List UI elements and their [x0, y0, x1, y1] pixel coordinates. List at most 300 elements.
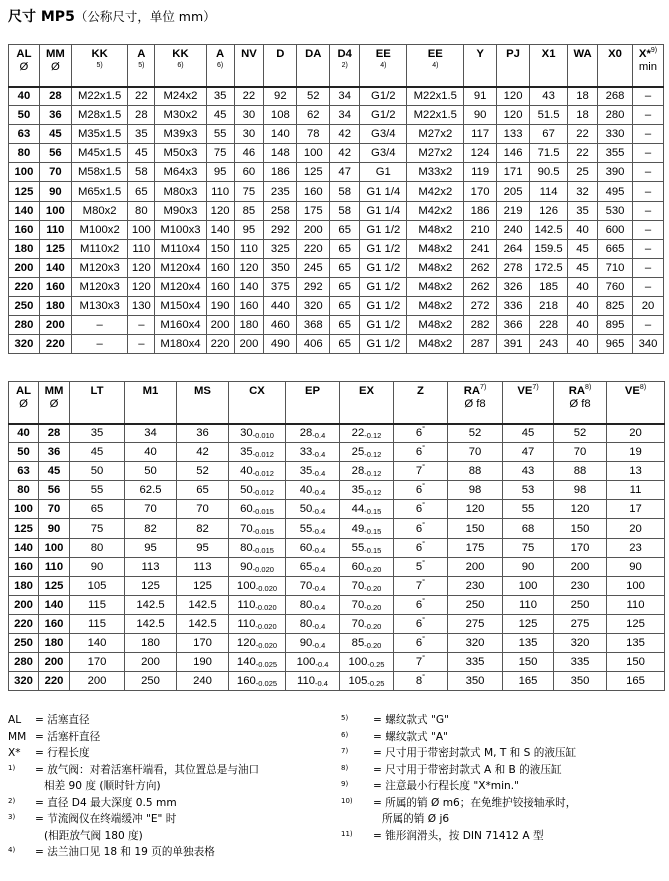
- table-cell: [340, 424, 394, 443]
- page-title: [8, 6, 216, 26]
- table-cell: G1/2: [360, 106, 407, 125]
- table-cell: 120: [128, 258, 155, 277]
- table-cell: M48x2: [407, 258, 464, 277]
- column-header-label: MM: [45, 48, 65, 60]
- tolerance-value: -0.4: [315, 660, 329, 670]
- legend-note-text: = 活塞杆直径: [35, 730, 101, 743]
- table-cell: 280: [9, 316, 40, 335]
- table-cell: 70: [554, 443, 607, 462]
- column-header-footnote: 8): [585, 384, 592, 392]
- table-cell: 13: [607, 462, 665, 481]
- table-cell: 230: [554, 576, 607, 595]
- nominal-value: 70: [240, 522, 253, 535]
- table-cell: 52: [177, 462, 229, 481]
- column-header-footnote: 2): [341, 62, 348, 69]
- table-cell: M48x2: [407, 297, 464, 316]
- column-header: [530, 45, 568, 87]
- nominal-value: 22: [351, 427, 365, 440]
- table-cell: 965: [597, 335, 632, 354]
- column-header-label: WA: [573, 48, 592, 60]
- table-cell: [394, 672, 448, 691]
- column-header: [360, 45, 407, 87]
- table-cell: 325: [264, 239, 297, 258]
- column-header-label: NV: [241, 48, 257, 60]
- table-cell: M64x3: [155, 163, 206, 182]
- tolerance-value: -0.20: [364, 602, 382, 612]
- column-header-label: RA: [463, 385, 481, 397]
- table-cell: [340, 462, 394, 481]
- table-cell: M45x1.5: [71, 144, 128, 163]
- table-cell: M120x4: [155, 258, 206, 277]
- table-cell: 335: [554, 653, 607, 672]
- degree-symbol: °: [422, 577, 426, 587]
- dimension-table-1: [8, 44, 664, 354]
- table-cell: 336: [497, 297, 530, 316]
- column-header-label: RA: [568, 385, 586, 397]
- table-cell: 80: [9, 481, 39, 500]
- table-cell: 219: [497, 201, 530, 220]
- table-cell: [394, 481, 448, 500]
- table-cell: 71.5: [530, 144, 568, 163]
- column-header-label: AL: [15, 385, 32, 397]
- column-header: [9, 382, 39, 424]
- table-cell: 100: [9, 163, 40, 182]
- table-cell: 406: [297, 335, 330, 354]
- legend-note-key: 10): [341, 796, 353, 805]
- table-cell: 32: [568, 182, 598, 201]
- table-cell: [286, 614, 340, 633]
- angle-value: 6: [415, 503, 423, 516]
- legend-note-key: 2): [8, 796, 16, 805]
- table-cell: 18: [568, 87, 598, 106]
- table-cell: 140: [264, 125, 297, 144]
- table-cell: 40: [568, 220, 598, 239]
- table-cell: [286, 653, 340, 672]
- degree-symbol: °: [422, 653, 426, 663]
- table-cell: 42: [330, 144, 360, 163]
- table-cell: M120x4: [155, 277, 206, 296]
- tolerance-value: -0.4: [312, 545, 326, 555]
- table-cell: 160: [9, 220, 40, 239]
- legend-note-key: MM: [8, 730, 27, 743]
- tolerance-value: -0.4: [312, 564, 326, 574]
- table-row: [9, 443, 665, 462]
- table-cell: 228: [530, 316, 568, 335]
- angle-value: 6: [415, 541, 423, 554]
- table-row: [9, 297, 664, 316]
- table-cell: 391: [497, 335, 530, 354]
- legend-notes-left: [8, 712, 338, 861]
- table-cell: 148: [264, 144, 297, 163]
- nominal-value: 35: [240, 446, 253, 459]
- table-cell: 85: [234, 201, 264, 220]
- table-cell: M100x2: [71, 220, 128, 239]
- table-cell: 45: [503, 424, 554, 443]
- table-cell: [394, 576, 448, 595]
- table-cell: 320: [9, 335, 40, 354]
- column-header-label: X*: [638, 48, 651, 60]
- table-cell: 292: [297, 277, 330, 296]
- table-cell: [340, 595, 394, 614]
- table-cell: 90: [607, 557, 665, 576]
- table-cell: 88: [448, 462, 503, 481]
- nominal-value: 28: [351, 465, 365, 478]
- table-row: [9, 614, 665, 633]
- table-cell: 326: [497, 277, 530, 296]
- table-cell: 159.5: [530, 239, 568, 258]
- column-header-label: X0: [608, 48, 622, 60]
- tolerance-value: -0.4: [312, 431, 326, 441]
- legend-note: [341, 828, 667, 845]
- legend-notes-right: [341, 712, 667, 844]
- legend-note: [8, 795, 338, 812]
- table-cell: 28: [39, 87, 71, 106]
- table-cell: –: [633, 258, 664, 277]
- table-cell: 440: [264, 297, 297, 316]
- table-cell: 65: [330, 335, 360, 354]
- table-cell: 42: [330, 125, 360, 144]
- nominal-value: 30: [240, 427, 253, 440]
- angle-value: 6: [415, 484, 423, 497]
- column-header: [234, 45, 264, 87]
- legend-note-text: = 螺纹款式 "G": [373, 714, 449, 726]
- nominal-value: 40: [299, 484, 313, 497]
- table-cell: 45: [39, 125, 71, 144]
- table-cell: 135: [503, 634, 554, 653]
- table-cell: G1 1/2: [360, 220, 407, 239]
- tolerance-value: -0.025: [255, 660, 278, 670]
- table-cell: 180: [125, 634, 177, 653]
- table-cell: –: [633, 125, 664, 144]
- table-cell: 125: [503, 614, 554, 633]
- table-cell: 340: [633, 335, 664, 354]
- table-cell: 200: [448, 557, 503, 576]
- table-cell: 50: [70, 462, 125, 481]
- table-row: [9, 277, 664, 296]
- legend-note-key: 6): [341, 730, 349, 739]
- table-cell: 125: [39, 239, 71, 258]
- nominal-value: 49: [351, 522, 365, 535]
- angle-value: 6: [415, 598, 423, 611]
- table-cell: 30: [234, 125, 264, 144]
- table-cell: 220: [39, 672, 70, 691]
- table-cell: [394, 634, 448, 653]
- table-cell: M22x1.5: [407, 106, 464, 125]
- column-header-label: X1: [541, 48, 556, 60]
- table-cell: G1 1/2: [360, 297, 407, 316]
- table-cell: 200: [206, 316, 234, 335]
- degree-symbol: °: [422, 596, 426, 606]
- table-cell: 125: [607, 614, 665, 633]
- tolerance-value: -0.012: [252, 469, 274, 479]
- table-2-body: [9, 424, 665, 691]
- table-cell: G3/4: [360, 125, 407, 144]
- tolerance-value: -0.4: [312, 469, 326, 479]
- column-header-label: EP: [304, 385, 321, 397]
- table-cell: [340, 653, 394, 672]
- column-header-label: EE: [427, 48, 443, 60]
- table-row: [9, 220, 664, 239]
- table-cell: [340, 443, 394, 462]
- nominal-value: 55: [351, 541, 365, 554]
- table-cell: 45: [70, 443, 125, 462]
- column-header-sub: Ø f8: [464, 398, 486, 410]
- nominal-value: 44: [351, 503, 365, 516]
- column-header-label: A: [216, 48, 225, 60]
- table-cell: 35: [70, 424, 125, 443]
- angle-value: 7: [415, 465, 423, 478]
- column-header-footnote: 5): [138, 62, 145, 69]
- table-row: [9, 144, 664, 163]
- table-cell: [340, 614, 394, 633]
- column-header-label: PJ: [506, 48, 520, 60]
- table-cell: 75: [234, 182, 264, 201]
- table-cell: 895: [597, 316, 632, 335]
- nominal-value: 50: [299, 503, 313, 516]
- tolerance-value: -0.20: [364, 621, 382, 631]
- table-cell: 100: [607, 576, 665, 595]
- table-cell: 250: [125, 672, 177, 691]
- table-cell: 90.5: [530, 163, 568, 182]
- tolerance-value: -0.4: [312, 507, 326, 517]
- table-cell: 20: [633, 297, 664, 316]
- table-cell: 62: [297, 106, 330, 125]
- column-header-footnote: 7): [532, 384, 539, 392]
- table-row: [9, 576, 665, 595]
- table-cell: M27x2: [407, 144, 464, 163]
- table-cell: 100: [503, 576, 554, 595]
- table-cell: [286, 557, 340, 576]
- table-cell: 110: [206, 182, 234, 201]
- table-cell: –: [71, 335, 128, 354]
- tolerance-value: -0.020: [255, 602, 277, 612]
- table-cell: 280: [597, 106, 632, 125]
- table-cell: 20: [607, 519, 665, 538]
- table-cell: 190: [177, 653, 229, 672]
- table-cell: [286, 538, 340, 557]
- legend-note-text: (相距放气阀 180 度): [44, 829, 143, 842]
- column-header-label: CX: [249, 385, 265, 397]
- column-header-footnote: 5): [96, 62, 103, 69]
- column-header: [607, 382, 665, 424]
- table-cell: 91: [464, 87, 497, 106]
- table-cell: M58x1.5: [71, 163, 128, 182]
- nominal-value: 80: [299, 617, 313, 630]
- tolerance-value: -0.020: [255, 641, 278, 651]
- degree-symbol: °: [422, 634, 426, 644]
- column-header: [330, 45, 360, 87]
- table-cell: 160: [39, 614, 70, 633]
- table-cell: –: [633, 201, 664, 220]
- column-header-footnote: 9): [650, 47, 658, 55]
- table-cell: 150: [448, 519, 503, 538]
- table-cell: 90: [39, 182, 71, 201]
- tolerance-value: -0.020: [255, 583, 278, 593]
- column-header-sub: Ø: [19, 61, 29, 73]
- table-cell: –: [633, 239, 664, 258]
- table-cell: 530: [597, 201, 632, 220]
- degree-symbol: °: [422, 557, 426, 567]
- table-cell: 241: [464, 239, 497, 258]
- table-cell: 142.5: [125, 595, 177, 614]
- legend-note: [341, 778, 667, 795]
- legend-note-text: = 直径 D4 最大深度 0.5 mm: [35, 796, 177, 809]
- table-cell: 165: [607, 672, 665, 691]
- table-cell: 110: [503, 595, 554, 614]
- column-header-label: EE: [375, 48, 391, 60]
- table-cell: 278: [497, 258, 530, 277]
- legend-note-key: 4): [8, 846, 16, 854]
- table-cell: 220: [39, 335, 71, 354]
- table-cell: 250: [9, 297, 40, 316]
- column-header-label: AL: [16, 48, 32, 60]
- nominal-value: 120: [236, 637, 256, 650]
- table-cell: 460: [264, 316, 297, 335]
- table-cell: M28x1.5: [71, 106, 128, 125]
- table-cell: [394, 500, 448, 519]
- table-cell: –: [633, 163, 664, 182]
- table-cell: 40: [568, 297, 598, 316]
- column-header-label: KK: [172, 48, 189, 60]
- tolerance-value: -0.20: [364, 583, 382, 593]
- column-header-footnote: 7): [480, 384, 487, 392]
- legend-note: [341, 762, 667, 779]
- column-header-label: A: [137, 48, 146, 60]
- table-cell: M180x4: [155, 335, 206, 354]
- legend-note-key: 5): [341, 714, 349, 722]
- table-cell: 50: [9, 443, 39, 462]
- table-cell: 40: [125, 443, 177, 462]
- table-cell: 390: [597, 163, 632, 182]
- table-cell: M30x2: [155, 106, 206, 125]
- table-cell: 125: [177, 576, 229, 595]
- table-2-header-row: [9, 382, 665, 424]
- angle-value: 6: [415, 617, 423, 630]
- table-cell: 46: [234, 144, 264, 163]
- table-cell: –: [633, 144, 664, 163]
- nominal-value: 25: [351, 446, 365, 459]
- table-cell: G1: [360, 163, 407, 182]
- tolerance-value: -0.25: [367, 660, 385, 670]
- nominal-value: 85: [351, 637, 365, 650]
- table-cell: 275: [554, 614, 607, 633]
- table-cell: 160: [39, 277, 71, 296]
- table-cell: 45: [39, 462, 70, 481]
- table-cell: 88: [554, 462, 607, 481]
- table-cell: [229, 443, 286, 462]
- column-header: [407, 45, 464, 87]
- table-cell: 110: [234, 239, 264, 258]
- table-cell: –: [128, 335, 155, 354]
- table-cell: 120: [234, 258, 264, 277]
- table-cell: 55: [503, 500, 554, 519]
- table-row: [9, 258, 664, 277]
- table-cell: 180: [39, 634, 70, 653]
- table-cell: 114: [530, 182, 568, 201]
- table-cell: 20: [607, 424, 665, 443]
- table-cell: G1 1/2: [360, 258, 407, 277]
- table-cell: 47: [503, 443, 554, 462]
- table-cell: M22x1.5: [71, 87, 128, 106]
- table-cell: 51.5: [530, 106, 568, 125]
- legend-note-key: 9): [341, 780, 349, 788]
- table-cell: 42: [177, 443, 229, 462]
- table-row: [9, 201, 664, 220]
- table-cell: 142.5: [530, 220, 568, 239]
- tolerance-value: -0.4: [315, 679, 328, 689]
- table-cell: 117: [464, 125, 497, 144]
- table-cell: 22: [568, 125, 598, 144]
- column-header-label: D4: [337, 48, 352, 60]
- table-cell: –: [633, 316, 664, 335]
- table-row: [9, 481, 665, 500]
- table-cell: 18: [568, 106, 598, 125]
- table-cell: [394, 462, 448, 481]
- table-cell: G1 1/2: [360, 239, 407, 258]
- table-cell: 50: [9, 106, 40, 125]
- nominal-value: 90: [240, 560, 253, 573]
- table-row: [9, 500, 665, 519]
- table-cell: M35x1.5: [71, 125, 128, 144]
- legend-note-text: = 节流阀仪在终端缓冲 "E" 时: [35, 813, 177, 825]
- column-header-label: Z: [417, 385, 424, 397]
- table-cell: [229, 653, 286, 672]
- table-cell: 43: [503, 462, 554, 481]
- nominal-value: 80: [299, 598, 313, 611]
- column-header-label: MM: [44, 385, 64, 397]
- table-cell: G1 1/2: [360, 277, 407, 296]
- degree-symbol: °: [422, 538, 426, 548]
- table-cell: 80: [128, 201, 155, 220]
- table-cell: 205: [497, 182, 530, 201]
- tolerance-value: -0.025: [255, 679, 278, 689]
- table-cell: [229, 481, 286, 500]
- table-cell: 78: [297, 125, 330, 144]
- column-header-sub: Ø: [19, 398, 28, 410]
- legend-note-key: 8): [341, 763, 349, 772]
- nominal-value: 105: [348, 675, 368, 688]
- table-cell: 268: [597, 87, 632, 106]
- table-cell: 98: [448, 481, 503, 500]
- table-cell: G3/4: [360, 144, 407, 163]
- table-cell: 63: [9, 462, 39, 481]
- table-cell: 200: [9, 595, 39, 614]
- table-cell: [229, 595, 286, 614]
- nominal-value: 160: [236, 675, 256, 688]
- nominal-value: 35: [351, 484, 365, 497]
- table-cell: 172.5: [530, 258, 568, 277]
- table-cell: 35: [128, 125, 155, 144]
- angle-value: 6: [415, 446, 423, 459]
- nominal-value: 40: [240, 465, 253, 478]
- tolerance-value: -0.12: [364, 450, 382, 460]
- table-cell: 124: [464, 144, 497, 163]
- table-cell: 34: [330, 87, 360, 106]
- table-cell: 495: [597, 182, 632, 201]
- table-cell: 250: [554, 595, 607, 614]
- table-cell: 45: [568, 239, 598, 258]
- tolerance-value: -0.15: [364, 526, 382, 536]
- table-cell: –: [633, 220, 664, 239]
- table-cell: 115: [70, 614, 125, 633]
- table-cell: 45: [128, 144, 155, 163]
- table-row: [9, 653, 665, 672]
- tolerance-value: -0.12: [364, 469, 382, 479]
- nominal-value: 110: [297, 675, 316, 688]
- table-cell: 95: [206, 163, 234, 182]
- table-cell: [286, 481, 340, 500]
- nominal-value: 65: [299, 560, 313, 573]
